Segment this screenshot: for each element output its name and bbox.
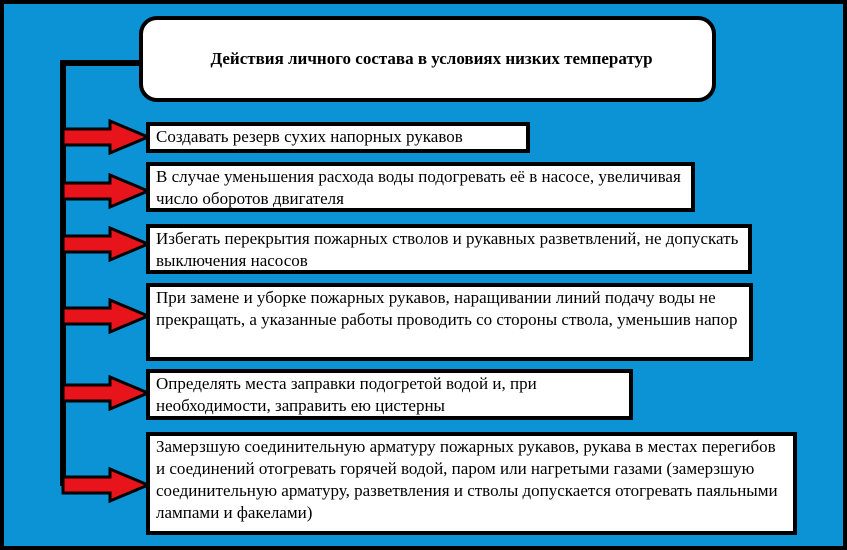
action-item: [146, 224, 752, 274]
arrow-icon: [60, 466, 152, 504]
action-item: [146, 283, 753, 361]
action-item-text: Избегать перекрытия пожарных стволов и рукавных разветвлений, не допускать выключения насосов: [156, 229, 739, 270]
diagram-title: Действия личного состава в условиях низких температур: [210, 49, 653, 68]
action-item-text: Создавать резерв сухих напорных рукавов: [156, 127, 463, 146]
action-item: [146, 432, 797, 535]
action-item: [146, 162, 695, 212]
action-item: [146, 369, 633, 420]
arrow-icon: [60, 118, 152, 156]
title-box: [139, 16, 716, 102]
arrow-icon: [60, 225, 152, 263]
action-item-text: В случае уменьшения расхода воды подогревать её в насосе, увеличивая число оборотов двигателя: [156, 167, 681, 208]
action-item-text: Определять места заправки подогретой водой и, при необходимости, заправить ею цистерны: [156, 374, 537, 415]
action-item: [146, 122, 530, 153]
action-item-text: При замене и уборке пожарных рукавов, наращивании линий подачу воды не прекращать, а указанные работы проводить со стороны ствола, уменьшив напор: [156, 288, 738, 329]
action-item-text: Замерзшую соединительную арматуру пожарных рукавов, рукава в местах перегибов и соединений отогревать горячей водой, паром или нагретыми газами (замерзшую соединительную арматуру, разветвления и стволы допускается отогревать паяльными лампами и факелами): [156, 437, 778, 522]
arrow-icon: [60, 297, 152, 335]
connector-line-top: [60, 60, 140, 66]
arrow-icon: [60, 172, 152, 210]
arrow-icon: [60, 374, 152, 412]
